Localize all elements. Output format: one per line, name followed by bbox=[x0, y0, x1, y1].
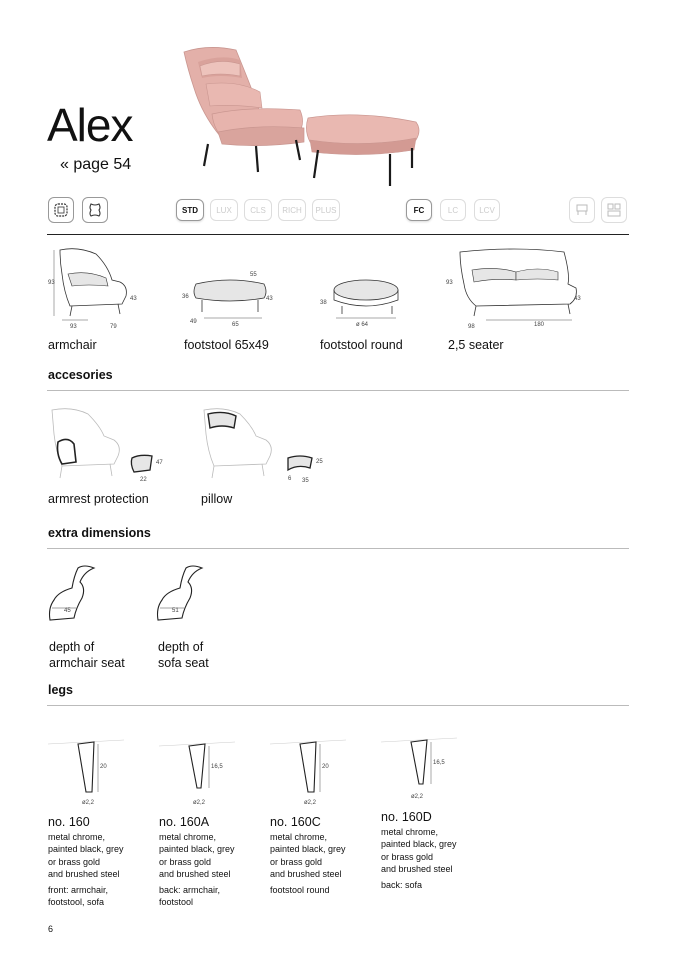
header-divider bbox=[47, 234, 629, 235]
leather-hide-icon bbox=[82, 197, 108, 223]
dim-label: 93 bbox=[48, 280, 55, 286]
dim-label: 16,5 bbox=[433, 760, 445, 766]
use-line: back: armchair, bbox=[159, 885, 221, 895]
dim-label: 43 bbox=[266, 296, 273, 302]
accessory-caption-pillow: pillow bbox=[201, 492, 233, 506]
footstool-65x49-drawing bbox=[180, 270, 280, 332]
desc-line: painted black, grey bbox=[48, 844, 124, 855]
desc-line: painted black, grey bbox=[270, 844, 346, 855]
dim-label: 43 bbox=[574, 296, 581, 302]
dim-label: ø2,2 bbox=[82, 800, 95, 806]
dim-label: ø2,2 bbox=[411, 794, 424, 800]
leg-usage-160d bbox=[381, 879, 422, 891]
section-heading-legs: legs bbox=[48, 683, 74, 697]
badge-rich[interactable]: RICH bbox=[278, 199, 306, 221]
section-divider bbox=[47, 548, 629, 549]
leg-number-160: no. 160 bbox=[48, 815, 90, 829]
dim-label: 93 bbox=[70, 324, 77, 330]
extra-caption-sofa-seat bbox=[158, 639, 209, 671]
page-reference: « page 54 bbox=[60, 156, 132, 173]
leg-160c-drawing bbox=[270, 728, 350, 808]
caption-line: armchair seat bbox=[49, 656, 125, 670]
badge-lux[interactable]: LUX bbox=[210, 199, 238, 221]
badge-cls[interactable]: CLS bbox=[244, 199, 272, 221]
dim-label: 55 bbox=[250, 272, 257, 278]
model-caption-footstool-round: footstool round bbox=[320, 338, 403, 352]
desc-line: metal chrome, bbox=[270, 832, 328, 842]
hero-product-image bbox=[178, 44, 428, 189]
model-caption-footstool-65x49: footstool 65x49 bbox=[184, 338, 269, 352]
caption-line: sofa seat bbox=[158, 656, 209, 670]
armchair-seat-depth-drawing bbox=[48, 562, 108, 632]
leg-usage-160a bbox=[159, 884, 220, 909]
modular-layout-icon bbox=[601, 197, 627, 223]
use-line: back: sofa bbox=[381, 880, 423, 890]
dim-label: 93 bbox=[446, 280, 453, 286]
leg-description-160c bbox=[270, 831, 346, 881]
dim-label: 43 bbox=[130, 296, 137, 302]
chair-outline-icon bbox=[569, 197, 595, 223]
fabric-texture-icon bbox=[48, 197, 74, 223]
leg-number-160a: no. 160A bbox=[159, 815, 210, 829]
leg-160a-drawing bbox=[159, 728, 239, 808]
dim-label: ø2,2 bbox=[193, 800, 206, 806]
badge-lc[interactable]: LC bbox=[440, 199, 466, 221]
footstool-round-drawing bbox=[320, 276, 410, 332]
leg-description-160 bbox=[48, 831, 124, 881]
dim-label: 22 bbox=[140, 477, 147, 483]
accessory-caption-armrest-protection: armrest protection bbox=[48, 492, 149, 506]
badge-plus[interactable]: PLUS bbox=[312, 199, 340, 221]
sofa-2-5-seater-drawing bbox=[446, 244, 586, 332]
dim-label: 51 bbox=[172, 608, 179, 614]
caption-line: depth of bbox=[49, 640, 95, 654]
desc-line: and brushed steel bbox=[48, 869, 120, 880]
desc-line: metal chrome, bbox=[159, 832, 217, 842]
dim-label: 6 bbox=[288, 476, 292, 482]
section-heading-extra-dimensions: extra dimensions bbox=[48, 526, 151, 540]
desc-line: and brushed steel bbox=[159, 869, 231, 880]
leg-description-160a bbox=[159, 831, 235, 881]
desc-line: and brushed steel bbox=[381, 864, 453, 875]
section-divider bbox=[47, 705, 629, 706]
use-line: footstool bbox=[159, 897, 194, 908]
dim-label: ø2,2 bbox=[304, 800, 317, 806]
dim-label: 98 bbox=[468, 324, 475, 330]
leg-description-160d bbox=[381, 826, 457, 876]
dim-label: 79 bbox=[110, 324, 117, 330]
desc-line: or brass gold bbox=[48, 856, 101, 867]
extra-caption-armchair-seat bbox=[49, 639, 125, 671]
desc-line: metal chrome, bbox=[381, 827, 439, 837]
desc-line: or brass gold bbox=[159, 856, 212, 867]
leg-160d-drawing bbox=[381, 724, 461, 804]
desc-line: painted black, grey bbox=[159, 844, 235, 855]
desc-line: painted black, grey bbox=[381, 839, 457, 850]
badge-lcv[interactable]: LCV bbox=[474, 199, 500, 221]
leg-usage-160 bbox=[48, 884, 108, 909]
dim-label: 45 bbox=[64, 608, 71, 614]
dim-label: ø 64 bbox=[356, 322, 369, 328]
desc-line: or brass gold bbox=[270, 856, 323, 867]
use-line: front: armchair, bbox=[48, 885, 109, 895]
use-line: footstool round bbox=[270, 885, 330, 895]
use-line: footstool, sofa bbox=[48, 897, 105, 908]
desc-line: and brushed steel bbox=[270, 869, 342, 880]
leg-number-160d: no. 160D bbox=[381, 810, 432, 824]
dim-label: 65 bbox=[232, 322, 239, 328]
product-title: Alex bbox=[47, 99, 133, 151]
dim-label: 38 bbox=[320, 300, 327, 306]
dim-label: 47 bbox=[156, 460, 163, 466]
caption-line: depth of bbox=[158, 640, 204, 654]
model-caption-armchair: armchair bbox=[48, 338, 97, 352]
dim-label: 20 bbox=[322, 764, 329, 770]
dim-label: 180 bbox=[534, 322, 545, 328]
dim-label: 35 bbox=[302, 478, 309, 484]
section-divider bbox=[47, 390, 629, 391]
dim-label: 49 bbox=[190, 319, 197, 325]
sofa-seat-depth-drawing bbox=[156, 562, 216, 632]
badge-std[interactable]: STD bbox=[176, 199, 204, 221]
desc-line: metal chrome, bbox=[48, 832, 106, 842]
leg-usage-160c bbox=[270, 884, 330, 896]
model-caption-2-5-seater: 2,5 seater bbox=[448, 338, 504, 352]
dim-label: 25 bbox=[316, 459, 323, 465]
desc-line: or brass gold bbox=[381, 851, 434, 862]
armrest-protection-drawing bbox=[48, 406, 168, 486]
badge-fc[interactable]: FC bbox=[406, 199, 432, 221]
leg-160-drawing bbox=[48, 728, 128, 808]
page-number: 6 bbox=[48, 924, 54, 934]
dim-label: 36 bbox=[182, 294, 189, 300]
pillow-drawing bbox=[200, 406, 330, 486]
dim-label: 16,5 bbox=[211, 764, 223, 770]
section-heading-accessories: accesories bbox=[48, 368, 113, 382]
leg-number-160c: no. 160C bbox=[270, 815, 321, 829]
armchair-drawing bbox=[48, 244, 143, 332]
dim-label: 20 bbox=[100, 764, 107, 770]
